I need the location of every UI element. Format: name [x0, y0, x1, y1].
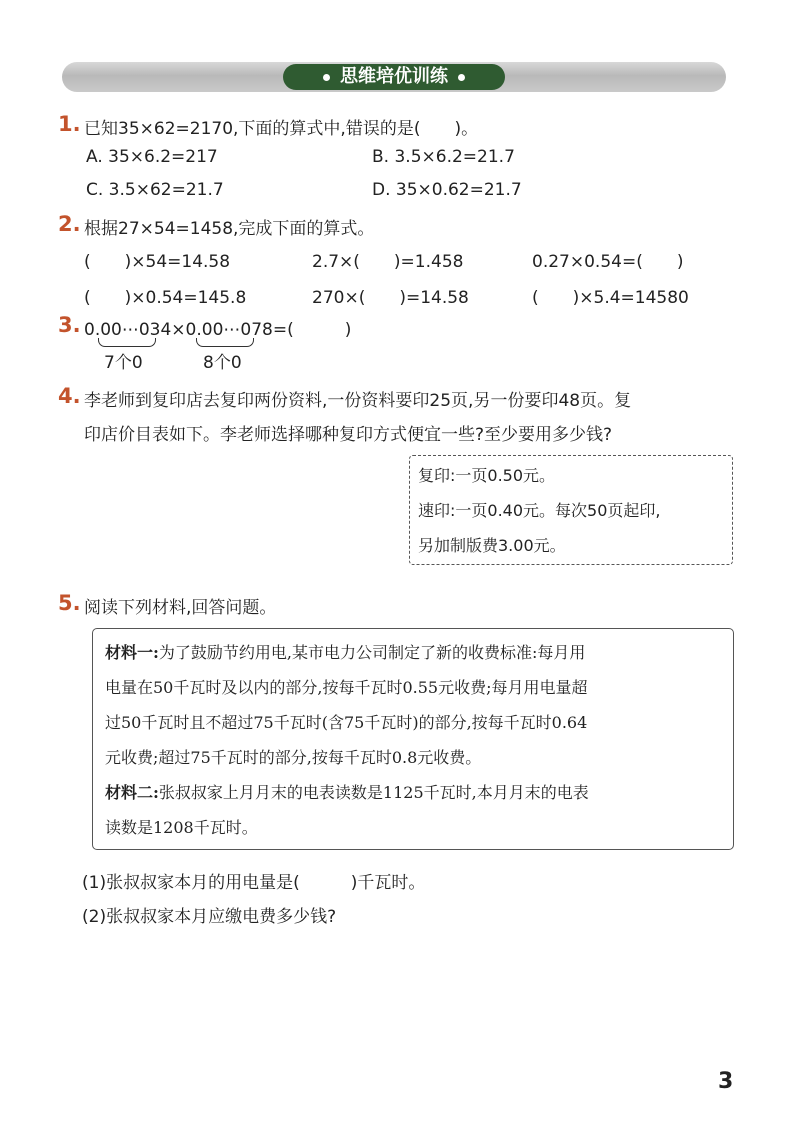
underbrace-1	[98, 338, 156, 347]
material-1-label: 材料一:	[105, 643, 159, 662]
material-1-line-4: 元收费;超过75千瓦时的部分,按每千瓦时0.8元收费。	[105, 748, 482, 767]
underbrace-1-label: 7个0	[104, 353, 143, 373]
question-5-sub-2: (2)张叔叔家本月应缴电费多少钱?	[82, 907, 337, 927]
q2-blank-1: ( )×54=14.58	[84, 252, 231, 272]
question-4-text-line1: 李老师到复印店去复印两份资料,一份资料要印25页,另一份要印48页。复	[84, 391, 632, 411]
question-2-number: 2.	[58, 212, 81, 236]
material-1-line-2: 电量在50千瓦时及以内的部分,按每千瓦时0.55元收费;每月用电量超	[105, 678, 588, 697]
q2-blank-3: 0.27×0.54=( )	[532, 252, 684, 272]
price-list-box	[409, 455, 733, 565]
question-4-text-line2: 印店价目表如下。李老师选择哪种复印方式便宜一些?至少要用多少钱?	[84, 425, 613, 445]
price-line-1: 复印:一页0.50元。	[418, 466, 556, 485]
material-1-line-3: 过50千瓦时且不超过75千瓦时(含75千瓦时)的部分,按每千瓦时0.64	[105, 713, 588, 732]
question-4-number: 4.	[58, 384, 81, 408]
material-1-line-1	[105, 640, 585, 663]
question-5-sub-1: (1)张叔叔家本月的用电量是( )千瓦时。	[82, 873, 426, 893]
material-2-label: 材料二:	[105, 783, 159, 802]
question-1-number: 1.	[58, 112, 81, 136]
underbrace-2-label: 8个0	[203, 353, 242, 373]
q1-option-b: B. 3.5×6.2=21.7	[372, 147, 515, 167]
q2-blank-2: 2.7×( )=1.458	[312, 252, 464, 272]
q2-blank-5: 270×( )=14.58	[312, 288, 469, 308]
q1-option-d: D. 35×0.62=21.7	[372, 180, 522, 200]
section-title: 思维培优训练	[340, 66, 448, 87]
material-2-line-2: 读数是1208千瓦时。	[105, 818, 258, 837]
price-line-3: 另加制版费3.00元。	[418, 536, 566, 555]
material-2-line-1	[105, 780, 589, 803]
question-5-number: 5.	[58, 591, 81, 615]
question-2-text: 根据27×54=1458,完成下面的算式。	[84, 219, 375, 239]
material-1-text: 为了鼓励节约用电,某市电力公司制定了新的收费标准:每月用	[158, 643, 586, 662]
underbrace-2	[196, 338, 254, 347]
page-number: 3	[718, 1069, 734, 1094]
question-3-number: 3.	[58, 313, 81, 337]
material-box	[92, 628, 734, 850]
price-line-2: 速印:一页0.40元。每次50页起印,	[418, 501, 661, 520]
q1-option-c: C. 3.5×62=21.7	[86, 180, 224, 200]
question-5-text: 阅读下列材料,回答问题。	[84, 598, 277, 618]
material-2-text: 张叔叔家上月月末的电表读数是1125千瓦时,本月月末的电表	[158, 783, 589, 802]
bullet-dot-icon	[323, 74, 330, 81]
question-1-text: 已知35×62=2170,下面的算式中,错误的是( )。	[84, 119, 479, 139]
section-banner	[283, 64, 505, 90]
q1-option-a: A. 35×6.2=217	[86, 147, 218, 167]
question-3-expression: 0.00⋯034×0.00⋯078=( )	[84, 320, 352, 340]
q2-blank-6: ( )×5.4=14580	[532, 288, 689, 308]
bullet-dot-icon	[458, 74, 465, 81]
q2-blank-4: ( )×0.54=145.8	[84, 288, 247, 308]
